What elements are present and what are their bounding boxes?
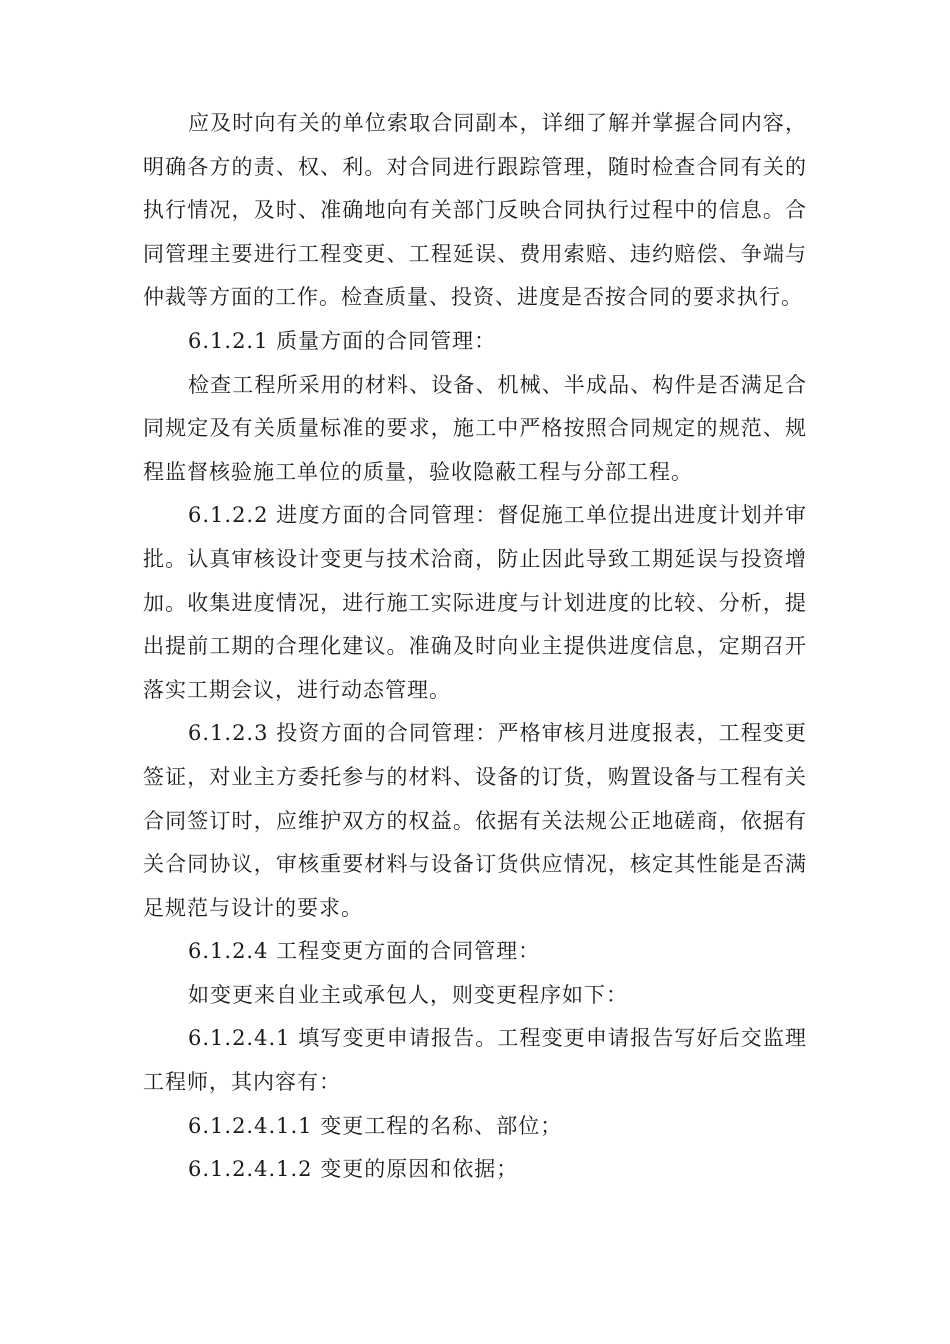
paragraph-change-procedure: 如变更来自业主或承包人，则变更程序如下： [188, 982, 628, 1007]
list-item-change-reason-basis: 6.1.2.4.1.2 变更的原因和依据； [188, 1157, 519, 1182]
document-page [143, 102, 807, 1192]
heading-change-contract-management: 6.1.2.4 工程变更方面的合同管理： [188, 939, 541, 964]
paragraph-investment-contract-management: 6.1.2.3 投资方面的合同管理：严格审核月进度报表，工程变更签证，对业主方委托参与的材料、设备的订货，购置设备与工程有关合同签订时，应维护双方的权益。依据有关法规公正地磋商，依据有关合同协议，审核重要材料与设备订货供应情况，核定其性能是否满足规范与设计的要求。 [143, 721, 807, 920]
paragraph-contract-management-intro: 应及时向有关的单位索取合同副本，详细了解并掌握合同内容，明确各方的责、权、利。对合同进行跟踪管理，随时检查合同有关的执行情况，及时、准确地向有关部门反映合同执行过程中的信息。合同管理主要进行工程变更、工程延误、费用索赔、违约赔偿、争端与仲裁等方面的工作。检查质量、投资、进度是否按合同的要求执行。 [143, 111, 807, 310]
list-item-change-name-location: 6.1.2.4.1.1 变更工程的名称、部位； [188, 1113, 563, 1138]
heading-quality-contract-management: 6.1.2.1 质量方面的合同管理： [188, 328, 497, 353]
paragraph-quality-check: 检查工程所采用的材料、设备、机械、半成品、构件是否满足合同规定及有关质量标准的要求，施工中严格按照合同规定的规范、规程监督核验施工单位的质量，验收隐蔽工程与分部工程。 [143, 372, 807, 484]
paragraph-change-request-report: 6.1.2.4.1 填写变更申请报告。工程变更申请报告写好后交监理工程师，其内容有： [143, 1026, 807, 1095]
paragraph-progress-contract-management: 6.1.2.2 进度方面的合同管理：督促施工单位提出进度计划并审批。认真审核设计变更与技术洽商，防止因此导致工期延误与投资增加。收集进度情况，进行施工实际进度与计划进度的比较、分析，提出提前工期的合理化建议。准确及时向业主提供进度信息，定期召开落实工期会议，进行动态管理。 [143, 503, 807, 702]
